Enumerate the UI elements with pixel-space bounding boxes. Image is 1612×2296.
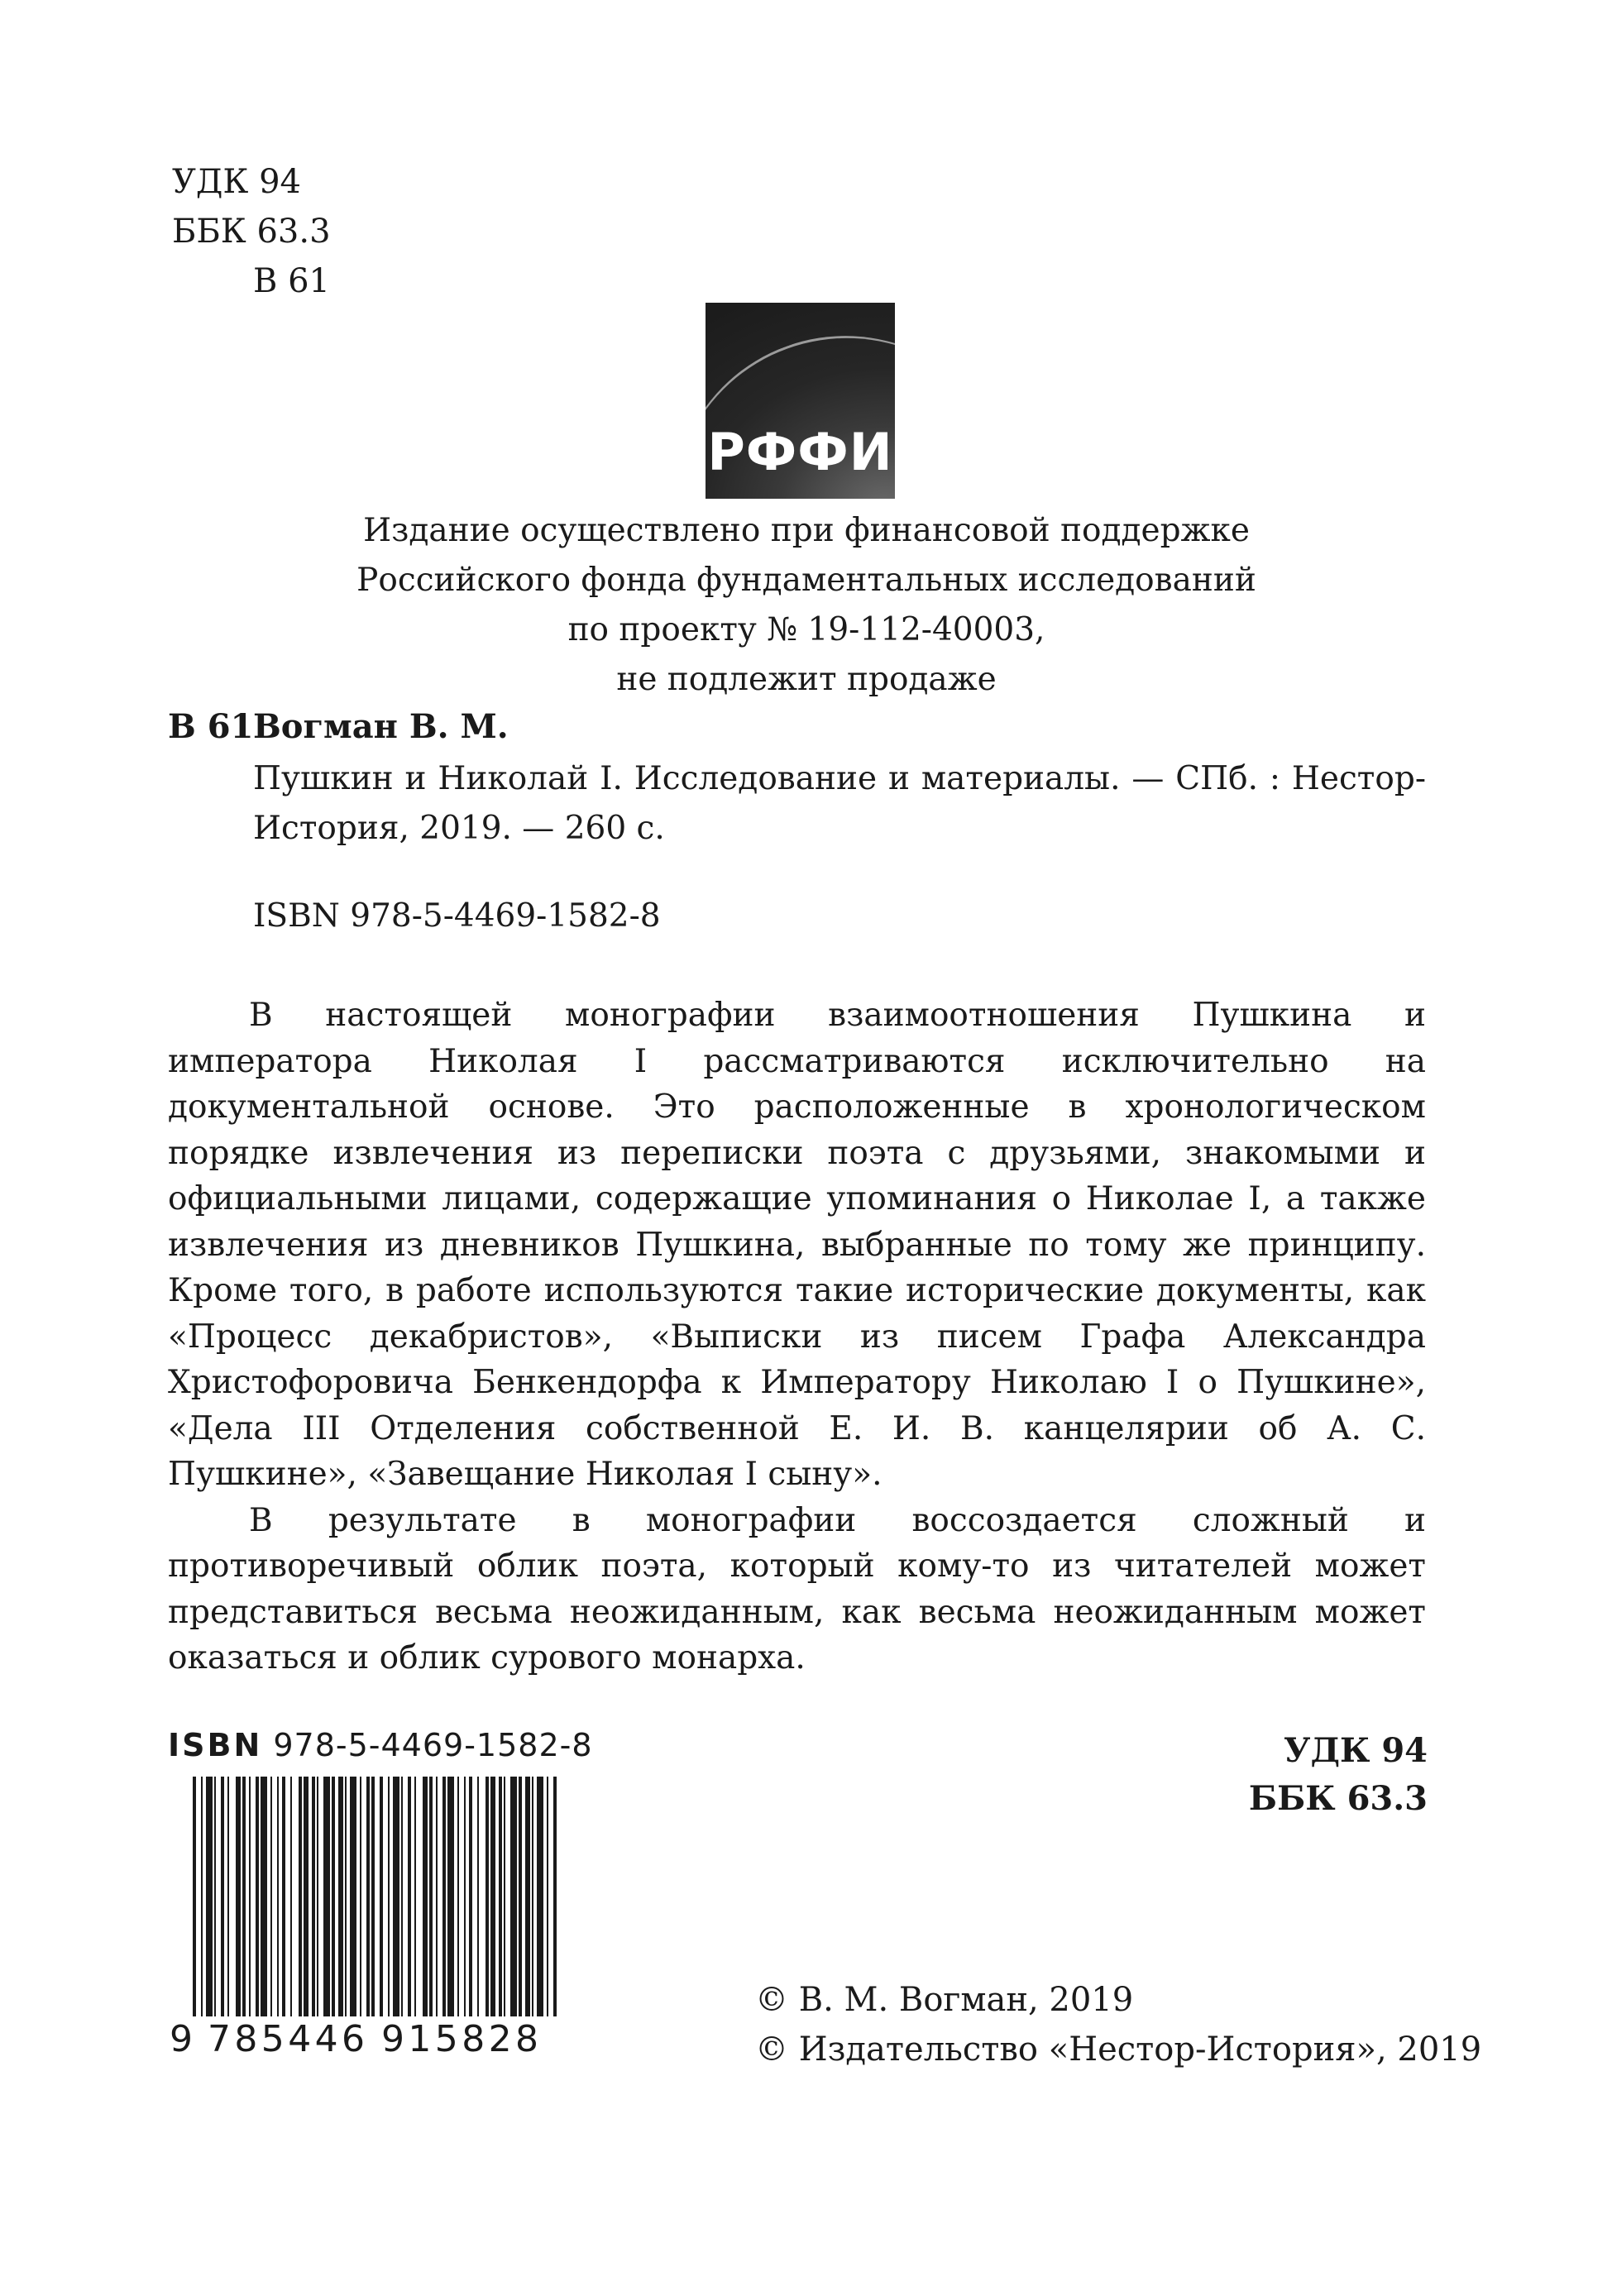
barcode-bar [332,1777,335,2016]
barcode-bar [242,1777,246,2016]
funding-note [165,506,1447,705]
barcode-bar [525,1777,530,2016]
catalog-entry-isbn: ISBN 978-5-4469-1582-8 [253,897,661,935]
barcode-bar [457,1777,459,2016]
barcode-bar [345,1777,347,2016]
barcode-bar [477,1777,479,2016]
barcode-bar [338,1777,343,2016]
barcode-bar [201,1777,203,2016]
barcode-bar [299,1777,302,2016]
barcode-bar [304,1777,309,2016]
barcode-bar [214,1777,216,2016]
barcode-bar [401,1777,403,2016]
barcode-bar [388,1777,390,2016]
barcode-bar [227,1777,229,2016]
barcode-bar [510,1777,517,2016]
copyright-line: © Издательство «Нестор-История», 2019 [755,2031,1482,2069]
barcode-bar [537,1777,543,2016]
rffi-logo [706,303,895,499]
barcode-bar [270,1777,272,2016]
abstract-paragraph: В настоящей монографии взаимоотношения Пушкина и императора Николая I рассматриваются исключительно на документальной основе. Это расположенные в хронологическом порядке извлечения из переписки поэта с друзьями, знакомыми и официальными лицами, содержащие упоминания о Николае I, а также извлечения из дневников Пушкина, выбранные по тому же принципу. Кроме того, в работе используются такие исторические документы, как «Процесс декабристов», «Выписки из писем Графа Александра Христофоровича Бенкендорфа к Императору Николаю I о Пушкине», «Дела III Отделения собственной Е. И. В. канцелярии об А. С. Пушкине», «Завещание Николая I сыну». [168,997,1426,1493]
barcode-bar [350,1777,356,2016]
copyright-line: © В. М. Вогман, 2019 [755,1981,1134,2019]
barcode-bar [221,1777,224,2016]
udk-code: УДК 94 [1283,1731,1428,1770]
barcode-digit-prefix: 9 [170,2018,193,2058]
isbn-barcode [168,1777,559,2058]
funding-note-line: по проекту № 19-112-40003, [567,611,1045,648]
barcode-bar [532,1777,533,2016]
catalog-entry-code: В 61 [168,707,254,746]
barcode-digits-right: 915828 [381,2018,538,2058]
barcode-bar [547,1777,548,2016]
funding-note-line: не подлежит продаже [616,661,997,698]
barcode-bar [366,1777,370,2033]
barcode-bar [290,1777,292,2016]
barcode-bar [371,1777,375,2016]
barcode-bar [236,1777,241,2016]
logo-text: РФФИ [707,422,893,482]
abstract-paragraph: В результате в монографии воссоздается сложный и противоречивый облик поэта, который кому-то из читателей может представиться весьма неожиданным, как весьма неожиданным может оказаться и облик сурового монарха. [168,1501,1426,1677]
barcode-bar [499,1777,502,2016]
barcode-bar [436,1777,438,2016]
barcode-bar [393,1777,399,2016]
barcode-bar [469,1777,472,2016]
barcode-bar [249,1777,251,2016]
barcode-bar [423,1777,428,2016]
funding-note-line: Издание осуществлено при финансовой поддержке [363,512,1250,549]
isbn-word: ISBN [168,1727,263,1763]
barcode-bar [323,1777,330,2016]
barcode-bar [464,1777,466,2016]
barcode-bar [261,1777,267,2016]
barcode-bar [312,1777,315,2016]
abstract [168,993,1426,1681]
copyright-block [755,1975,1481,2074]
barcode-bar [193,1777,196,2033]
udk-code: УДК 94 [172,163,301,201]
barcode-bar [380,1777,383,2016]
barcode-digits-left: 785446 [208,2018,365,2058]
barcode-bar [490,1777,495,2016]
bbk-code: ББК 63.3 [1248,1779,1428,1818]
bbk-code: ББК 63.3 [172,213,331,251]
barcode-bar [519,1777,522,2016]
isbn-number: 978-5-4469-1582-8 [273,1727,593,1763]
barcode-bar [442,1777,446,2016]
barcode-bar [206,1777,213,2016]
catalog-entry-author: Вогман В. М. [253,707,509,746]
barcode-bar [429,1777,433,2016]
barcode-bar [414,1777,416,2016]
barcode-bar [317,1777,318,2016]
author-mark: В 61 [253,262,331,300]
barcode-isbn-label [168,1727,593,1763]
barcode-bar [447,1777,454,2016]
barcode-bar [408,1777,411,2016]
funding-note-line: Российского фонда фундаментальных исследований [356,562,1256,599]
barcode-bar [553,1777,557,2033]
barcode-bar [282,1777,285,2016]
barcode-bar [504,1777,505,2016]
barcode-bar [486,1777,489,2016]
barcode-bar [277,1777,279,2016]
barcode-bars [193,1777,557,2033]
barcode-bar [256,1777,259,2016]
catalog-entry-description: Пушкин и Николай I. Исследование и материалы. — СПб. : Нестор-История, 2019. — 260 с. [253,760,1426,847]
classification-codes-top [172,157,331,306]
classification-codes-bottom [1199,1727,1428,1823]
barcode-bar [360,1777,361,2016]
